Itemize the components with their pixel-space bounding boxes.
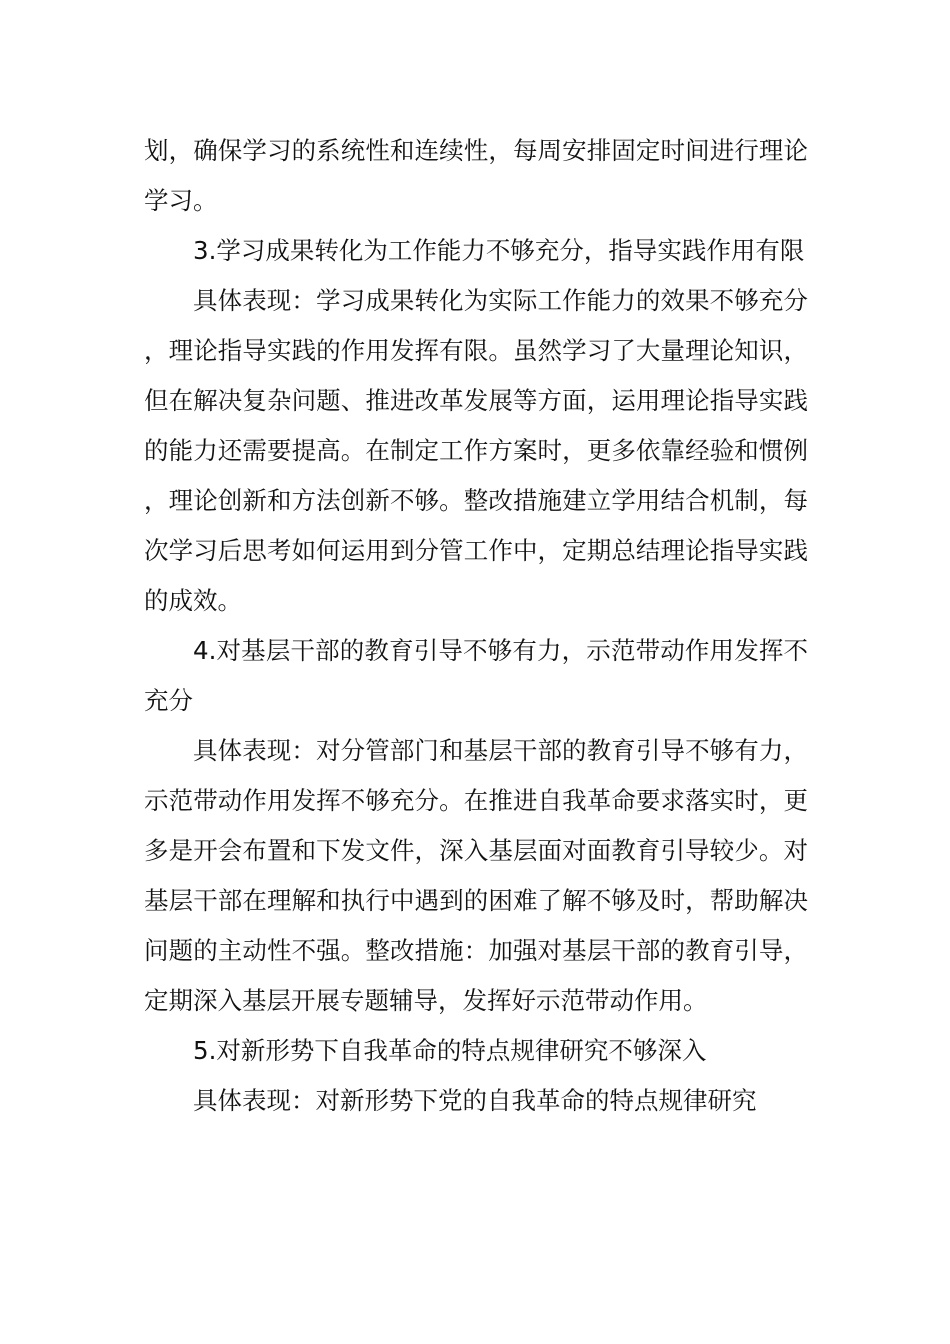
heading-item-4: 4.对基层干部的教育引导不够有力，示范带动作用发挥不充分 bbox=[144, 636, 808, 715]
heading-item-3: 3.学习成果转化为工作能力不够充分，指导实践作用有限 bbox=[193, 236, 805, 265]
paragraph-item-4-detail: 具体表现：对分管部门和基层干部的教育引导不够有力，示范带动作用发挥不够充分。在推进自我革命要求落实时，更多是开会布置和下发文件，深入基层面对面教育引导较少。对基层干部在理解和执行中遇到的困难了解不够及时，帮助解决问题的主动性不强。整改措施：加强对基层干部的教育引导，定期深入基层开展专题辅导，发挥好示范带动作用。 bbox=[144, 736, 808, 1015]
document-body bbox=[144, 126, 808, 1126]
paragraph-item-3-detail: 具体表现：学习成果转化为实际工作能力的效果不够充分，理论指导实践的作用发挥有限。虽然学习了大量理论知识，但在解决复杂问题、推进改革发展等方面，运用理论指导实践的能力还需要提高。在制定工作方案时，更多依靠经验和惯例，理论创新和方法创新不够。整改措施建立学用结合机制，每次学习后思考如何运用到分管工作中，定期总结理论指导实践的成效。 bbox=[144, 286, 808, 615]
paragraph-item-5-detail: 具体表现：对新形势下党的自我革命的特点规律研究 bbox=[193, 1086, 757, 1115]
paragraph-continuation: 划，确保学习的系统性和连续性，每周安排固定时间进行理论学习。 bbox=[144, 136, 808, 215]
heading-item-5: 5.对新形势下自我革命的特点规律研究不够深入 bbox=[193, 1036, 707, 1065]
